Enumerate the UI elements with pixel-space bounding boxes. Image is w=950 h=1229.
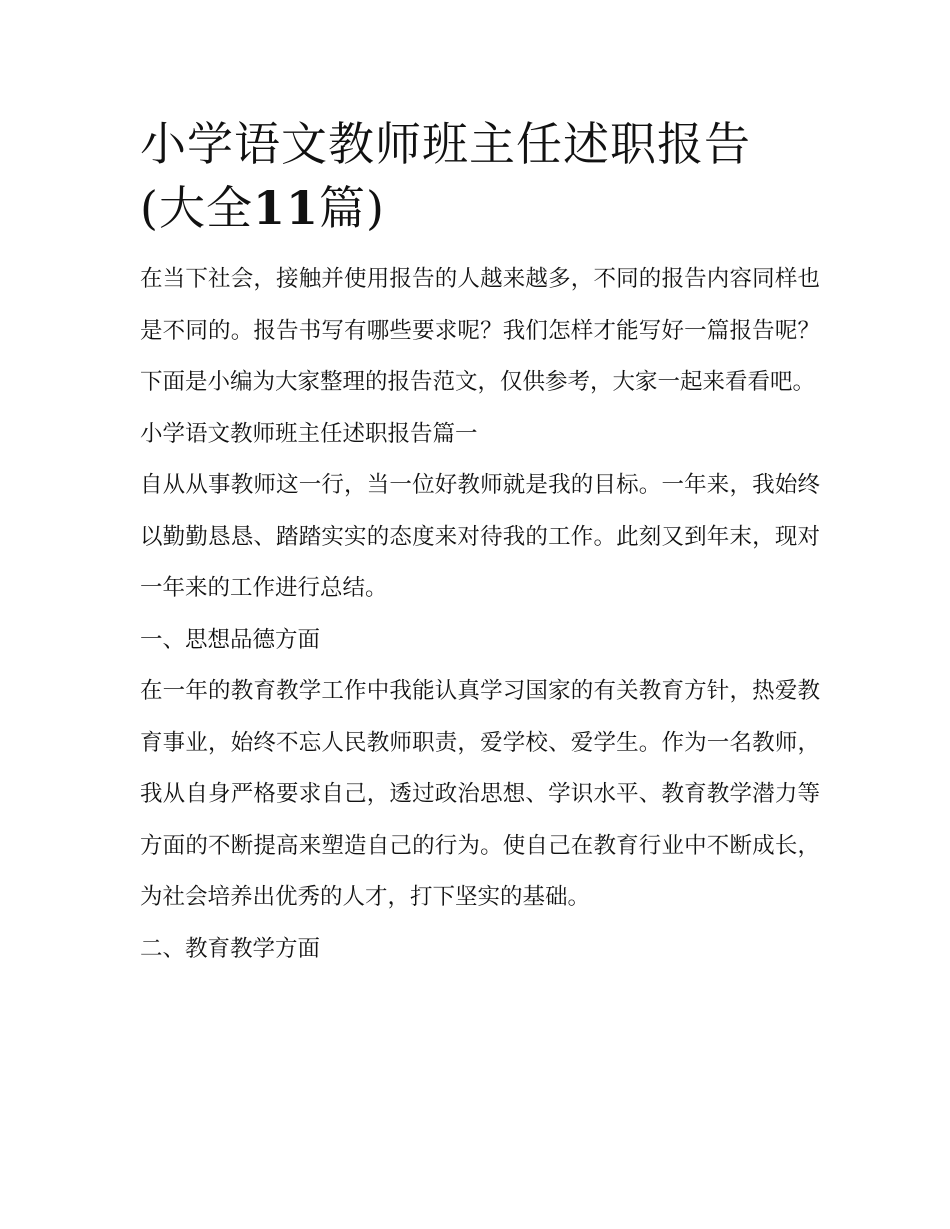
title-close: 篇) [318, 181, 385, 235]
document-body [140, 254, 820, 975]
heading-1: 一、思想品德方面 [140, 626, 321, 653]
heading-2: 二、教育教学方面 [140, 935, 321, 962]
title-number: 11 [252, 181, 319, 235]
intro-paragraph: 在当下社会，接触并使用报告的人越来越多，不同的报告内容同样也是不同的。报告书写有哪些要求呢？我们怎样才能写好一篇报告呢？下面是小编为大家整理的报告范文，仅供参考，大家一起来看看吧。 [140, 266, 820, 395]
paragraph-1: 自从从事教师这一行，当一位好教师就是我的目标。一年来，我始终以勤勤恳恳、踏踏实实的态度来对待我的工作。此刻又到年末，现对一年来的工作进行总结。 [140, 472, 820, 601]
document-page [140, 112, 820, 975]
title-line-1: 小学语文教师班主任述职报告 [140, 117, 751, 171]
paragraph-2: 在一年的教育教学工作中我能认真学习国家的有关教育方针，热爱教育事业，始终不忘人民教师职责，爱学校、爱学生。作为一名教师，我从自身严格要求自己，透过政治思想、学识水平、教育教学潜力等方面的不断提高来塑造自己的行为。使自己在教育行业中不断成长，为社会培养出优秀的人才，打下坚实的基础。 [140, 678, 820, 910]
document-title [140, 112, 820, 240]
title-open: (大全 [140, 181, 253, 235]
section-title: 小学语文教师班主任述职报告篇一 [140, 420, 478, 447]
